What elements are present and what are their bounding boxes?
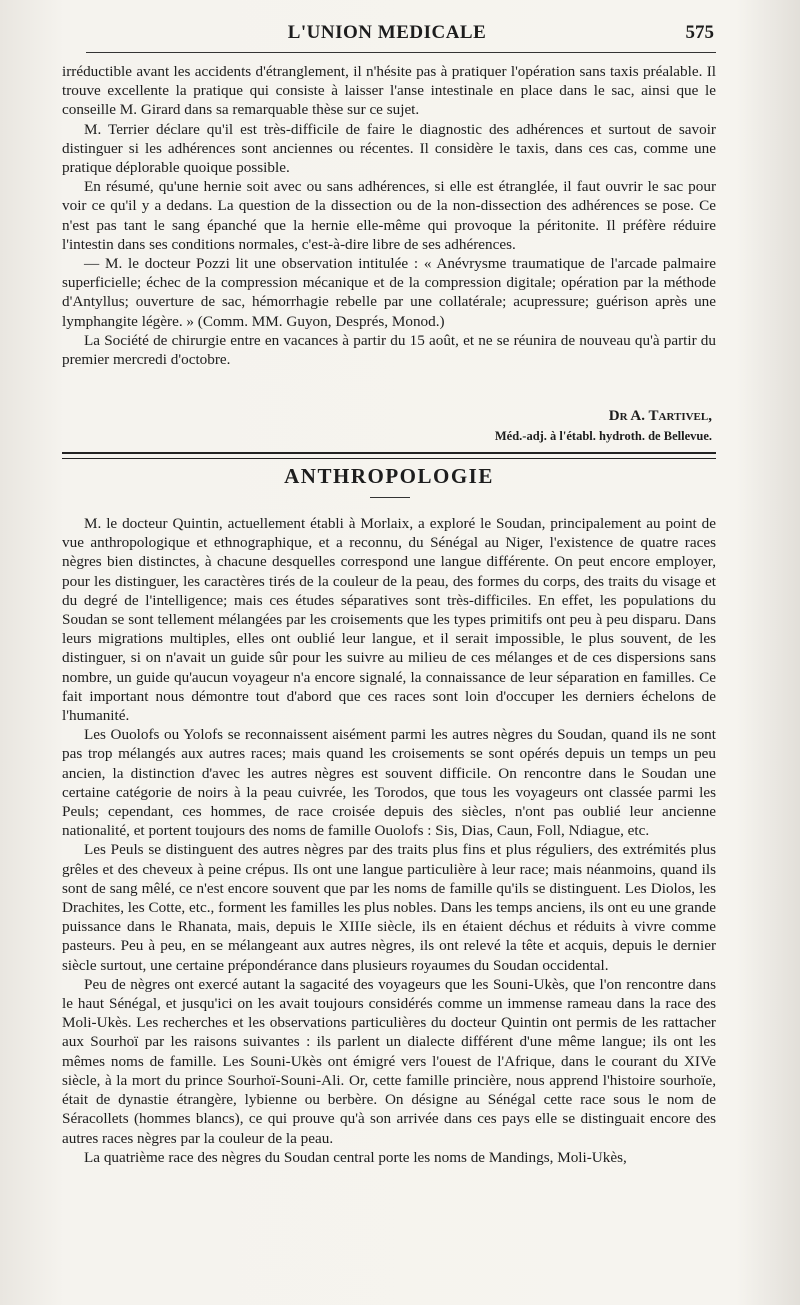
paragraph: La quatrième race des nègres du Soudan central porte les noms de Mandings, Moli-Ukès, xyxy=(84,1148,627,1166)
paragraph: — M. le docteur Pozzi lit une observation intitulée : « Anévrysme traumatique de l'arcade palmaire superficielle; échec de la compression mécanique et de la compression digitale; opération par la méthode d'Antyllus; ouverture de sac, hémorrhagie rebelle par une collatérale; acupressure; guérison après une lymphangite légère. » (Comm. MM. Guyon, Després, Monod.) xyxy=(62,255,716,330)
journal-title: L'UNION MEDICALE xyxy=(287,22,487,43)
paragraph: En résumé, qu'une hernie soit avec ou sans adhérences, si elle est étranglée, il faut ouvrir le sac pour voir ce qu'il y a dedans. La question de la dissection ou de la non-dissection des adhérences se pose. Ce n'est pas tant le sang épanché que la hernie elle-même qui provoque la péritonite. Il préfère réduire l'intestin dans ses conditions normales, c'est-à-dire libre de ses adhérences. xyxy=(62,178,716,253)
paragraph: Les Ouolofs ou Yolofs se reconnaissent aisément parmi les autres nègres du Soudan, quand ils ne sont pas trop mélangés aux autres races; mais quand les croisements se sont opérés depuis un temps un peu ancien, la distinction d'avec les autres nègres est souvent difficile. On rencontre dans le Soudan une certaine catégorie de noirs à la peau cuivrée, les Torodos, que tous les voyageurs ont classée parmi les Peuls; cependant, ces hommes, de race croisée depuis des siècles, n'ont pas oublié leur ancienne nationalité, et portent toujours des noms de famille Ouolofs : Sis, Dias, Caun, Foll, Ndiague, etc. xyxy=(62,726,716,840)
page-number: 575 xyxy=(685,22,714,43)
paragraph: irréductible avant les accidents d'étranglement, il n'hésite pas à pratiquer l'opération sans taxis préalable. Il trouve excellente la pratique qui consiste à laisser l'anse intestinale en place dans le sac, ainsi que le conseille M. Girard dans sa remarquable thèse sur ce sujet. xyxy=(62,63,716,119)
paragraph: Les Peuls se distinguent des autres nègres par des traits plus fins et plus réguliers, des extrémités plus grêles et des cheveux à peine crépus. Ils ont une langue particulière à leur race; mais néanmoins, quand ils sont de sang mêlé, ce n'est encore souvent que par les noms de famille qu'ils se distinguent. Les Diolos, les Drachites, les Cotte, etc., forment les familles les plus nobles. Dans les temps anciens, ils ont eu une grande puissance dans le Rhanata, mais, depuis le XIIIe siècle, ils en étaient déchus et réduits à vivre comme pasteurs. Peu à peu, en se mélangeant aux autres nègres, ils ont relevé la tête et acquis, depuis le dernier siècle surtout, une certaine prépondérance dans plusieurs royaumes du Soudan occidental. xyxy=(62,841,716,974)
section-divider xyxy=(62,452,716,459)
paragraph: Peu de nègres ont exercé autant la sagacité des voyageurs que les Souni-Ukès, que l'on rencontre dans le haut Sénégal, et jusqu'ici on les avait toujours considérés comme un immense rameau dans la race des Moli-Ukès. Les recherches et les observations particulières du docteur Quintin ont permis de les rattacher aux Sourhoï par les raisons suivantes : ils parlent un dialecte différent d'une même langue; ils ont les mêmes noms de famille. Les Souni-Ukès ont émigré vers l'ouest de l'Afrique, dans le courant du XIVe siècle, à la mort du prince Sourhoï-Souni-Ali. Or, cette famille princière, nous apprend l'histoire sourhoïe, était de dynastie étrangère, lybienne ou berbère. On désigne au Sénégal cette race sous le nom de Séracollets (hommes blancs), ce qui prouve qu'à son arrivée dans ces pays elle se distinguait encore des autres races nègres par la couleur de la peau. xyxy=(62,975,716,1147)
author-affiliation: Méd.-adj. à l'établ. hydroth. de Bellevue. xyxy=(494,429,712,443)
surgery-report-text xyxy=(62,62,716,369)
title-underline xyxy=(370,497,410,498)
running-header xyxy=(60,22,714,48)
paragraph: M. Terrier déclare qu'il est très-difficile de faire le diagnostic des adhérences et surtout de savoir distinguer si les adhérences sont anciennes ou récentes. Il considère le taxis, dans ces cas, comme une pratique déplorable quoique possible. xyxy=(62,120,716,177)
paragraph: La Société de chirurgie entre en vacances à partir du 15 août, et ne se réunira de nouveau qu'à partir du premier mercredi d'octobre. xyxy=(62,331,716,369)
author-name: Dr A. Tartivel, xyxy=(608,408,712,424)
anthropology-text xyxy=(62,514,716,1167)
header-rule xyxy=(86,52,716,53)
section-title: ANTHROPOLOGIE xyxy=(284,464,494,488)
paragraph: M. le docteur Quintin, actuellement établi à Morlaix, a exploré le Soudan, principalement au point de vue anthropologique et ethnographique, et a reconnu, du Sénégal au Niger, l'existence de quatre races nègres bien distinctes, à chacune desquelles correspond une langue différente. On peut encore employer, pour les distinguer, les caractères tirés de la couleur de la peau, des formes du corps, des traits du visage et du degré de l'intelligence; mais ces études séparatives sont très-difficiles. En effet, les populations du Soudan se sont tellement mélangées par les croisements que les types primitifs ont peu à peu disparu. Dans leurs migrations multiples, elles ont oublié leur langue, et il serait impossible, le plus souvent, de les distinguer, si on n'avait un guide sûr pour les suivre au milieu de ces mélanges et de ces dispersions sans nombre, un guide qu'aucun voyageur n'a encore signalé, la connaissance de leur séparation en familles. Ce fait important nous démontre tout d'abord que ces races sont loin d'occuper les derniers échelons de l'humanité. xyxy=(62,515,716,725)
signature-block xyxy=(495,406,712,446)
